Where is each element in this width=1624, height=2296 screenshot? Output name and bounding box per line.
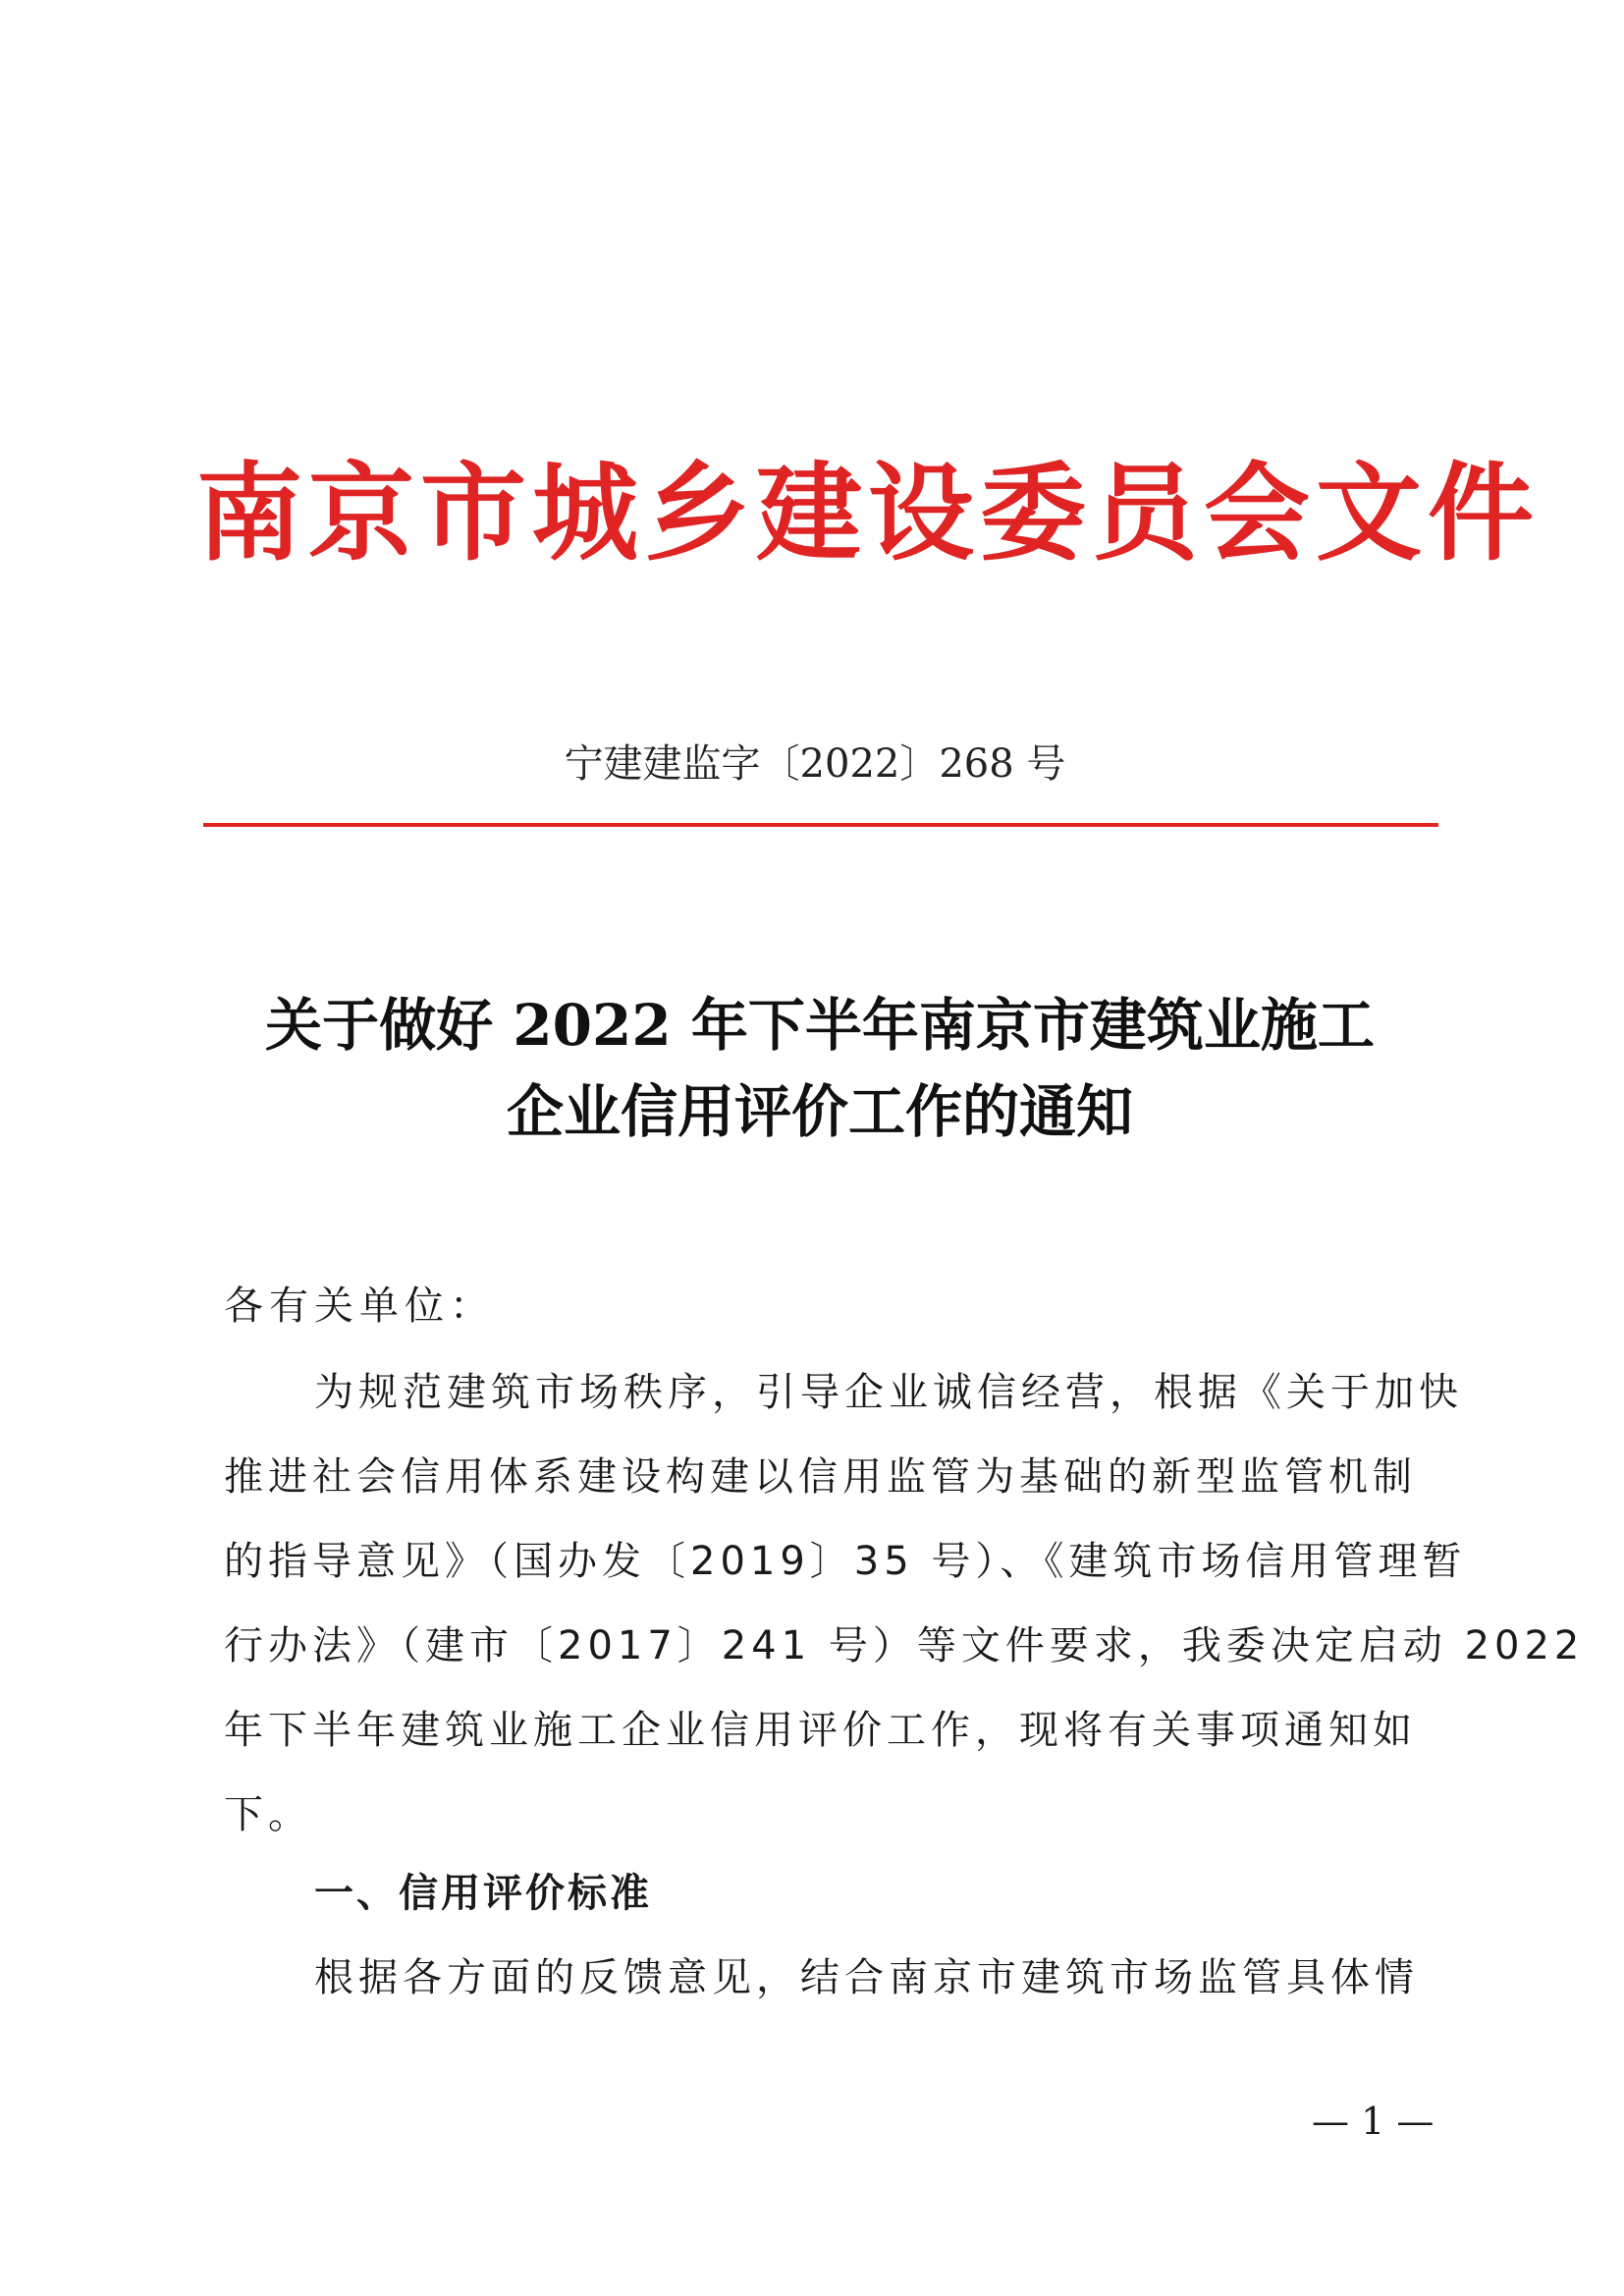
paragraph-line: 下。 xyxy=(224,1792,312,1837)
page-number: — 1 — xyxy=(1312,2100,1435,2143)
paragraph-line: 行办法》（建市〔2017〕241 号）等文件要求，我委决定启动 2022 xyxy=(224,1623,1585,1668)
document-header-title: 南京市城乡建设委员会文件 xyxy=(196,452,1541,575)
salutation: 各有关单位： xyxy=(224,1284,495,1329)
paragraph-line: 年下半年建筑业施工企业信用评价工作，现将有关事项通知如 xyxy=(224,1708,1417,1753)
paragraph-line: 推进社会信用体系建设构建以信用监管为基础的新型监管机制 xyxy=(224,1454,1417,1500)
body-paragraph xyxy=(224,1363,1585,1870)
section-heading: 一、信用评价标准 xyxy=(314,1871,652,1916)
notice-title-line-1: 关于做好 2022 年下半年南京市建筑业施工 xyxy=(265,992,1375,1059)
red-divider-line xyxy=(203,823,1438,827)
paragraph-line: 为规范建筑市场秩序，引导企业诚信经营，根据《关于加快 xyxy=(314,1370,1463,1415)
paragraph-line: 的指导意见》（国办发〔2019〕35 号）、《建筑市场信用管理暂 xyxy=(224,1539,1467,1584)
section-paragraph-line: 根据各方面的反馈意见，结合南京市建筑市场监管具体情 xyxy=(314,1955,1419,2000)
notice-title-line-2: 企业信用评价工作的通知 xyxy=(506,1078,1133,1145)
notice-title xyxy=(196,982,1443,1155)
document-number: 宁建建监字〔2022〕268 号 xyxy=(564,741,1066,787)
